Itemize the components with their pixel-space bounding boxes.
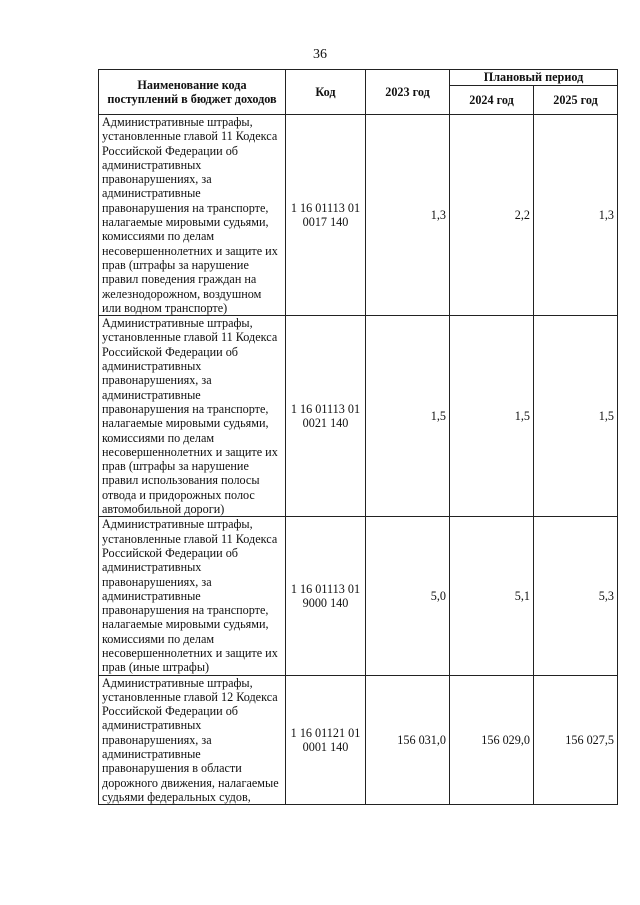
row-name: Административные штрафы, установленные главой 12 Кодекса Российской Федерации об административных правонарушениях, за административные правонарушения в области дорожного движения, налагаемые судьями федеральных судов, (99, 675, 286, 805)
header-name: Наименование кода поступлений в бюджет доходов (99, 70, 286, 115)
header-planning-period: Плановый период (450, 70, 618, 86)
header-code: Код (286, 70, 366, 115)
row-value-2025: 5,3 (534, 517, 618, 675)
table-row (99, 517, 618, 675)
header-2025: 2025 год (534, 86, 618, 115)
table-row (99, 316, 618, 517)
row-code: 1 16 01113 01 0021 140 (286, 316, 366, 517)
row-code: 1 16 01121 01 0001 140 (286, 675, 366, 805)
row-value-2024: 5,1 (450, 517, 534, 675)
row-name: Административные штрафы, установленные главой 11 Кодекса Российской Федерации об административных правонарушениях, за административные правонарушения на транспорте, налагаемые мировыми судьями, комиссиями по делам несовершеннолетних и защите их прав (иные штрафы) (99, 517, 286, 675)
header-2023: 2023 год (366, 70, 450, 115)
row-value-2024: 2,2 (450, 115, 534, 316)
row-value-2025: 156 027,5 (534, 675, 618, 805)
page-number: 36 (313, 47, 327, 62)
row-value-2023: 1,5 (366, 316, 450, 517)
row-value-2024: 1,5 (450, 316, 534, 517)
row-code: 1 16 01113 01 9000 140 (286, 517, 366, 675)
table-row (99, 115, 618, 316)
row-value-2023: 5,0 (366, 517, 450, 675)
header-2024: 2024 год (450, 86, 534, 115)
budget-revenue-table (98, 69, 618, 805)
row-name: Административные штрафы, установленные главой 11 Кодекса Российской Федерации об административных правонарушениях, за административные правонарушения на транспорте, налагаемые мировыми судьями, комиссиями по делам несовершеннолетних и защите их прав (штрафы за нарушение правил поведения граждан на железнодорожном, воздушном или водном транспорте) (99, 115, 286, 316)
table-row (99, 675, 618, 805)
row-name: Административные штрафы, установленные главой 11 Кодекса Российской Федерации об административных правонарушениях, за административные правонарушения на транспорте, налагаемые мировыми судьями, комиссиями по делам несовершеннолетних и защите их прав (штрафы за нарушение правил использования полосы отвода и придорожных полос автомобильной дороги) (99, 316, 286, 517)
row-value-2025: 1,5 (534, 316, 618, 517)
row-value-2023: 156 031,0 (366, 675, 450, 805)
row-code: 1 16 01113 01 0017 140 (286, 115, 366, 316)
row-value-2025: 1,3 (534, 115, 618, 316)
row-value-2024: 156 029,0 (450, 675, 534, 805)
row-value-2023: 1,3 (366, 115, 450, 316)
